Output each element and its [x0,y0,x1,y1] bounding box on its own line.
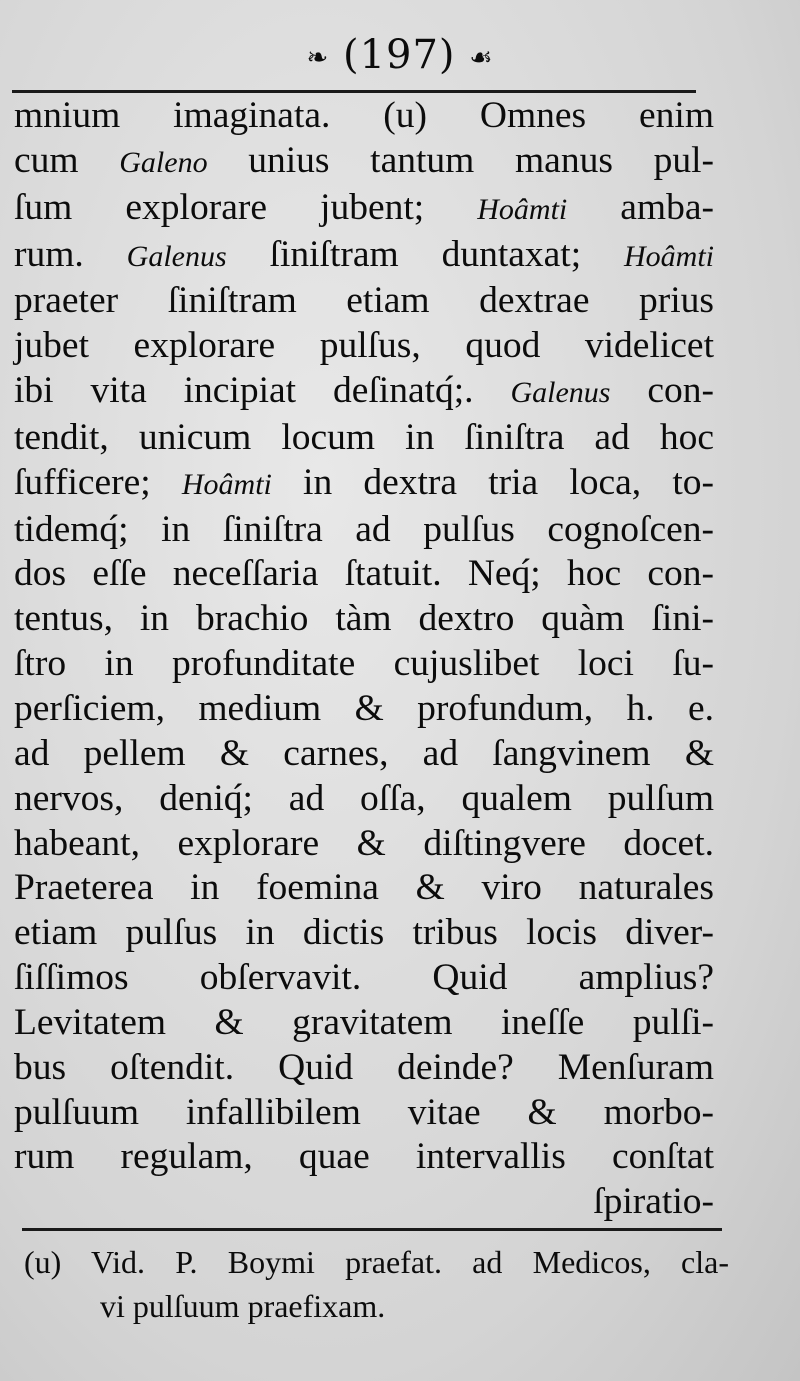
italic-name: Hoâmti [477,192,568,226]
text-line [14,186,714,233]
text-segment: Levitatem & gravitatem ineſſe pulſi- [14,1001,714,1043]
text-line [14,732,714,777]
text-segment: in dextra tria loca, to- [271,461,714,503]
text-line [14,94,714,139]
text-line [14,324,714,369]
text-segment: rum regulam, quae intervallis conſtat [14,1136,714,1178]
text-segment: rum. [14,233,127,275]
text-line [14,1180,714,1225]
text-line [14,777,714,822]
italic-name: Galeno [119,145,208,179]
text-segment: ad pellem & carnes, ad ſangvinem & [14,732,714,774]
text-line [14,233,714,280]
text-segment: ſpiratio- [593,1181,714,1223]
main-text [14,94,714,1225]
text-line [14,279,714,324]
left-ornament-icon: ❧ [306,43,330,73]
text-segment: perſiciem, medium & profundum, h. e. [14,687,714,729]
text-segment: etiam pulſus in dictis tribus locis diver- [14,912,714,954]
text-line [14,416,714,461]
text-segment: pulſuum infallibilem vitae & morbo- [14,1091,714,1133]
text-line [14,687,714,732]
right-ornament-icon: ☙ [469,43,494,73]
text-line [14,508,714,553]
italic-name: Galenus [510,376,611,410]
text-segment: ibi vita incipiat deſinatq́;. [14,370,511,412]
text-line [14,552,714,597]
text-segment: bus oſtendit. Quid deinde? Menſuram [14,1046,714,1088]
page-number: 197 [359,32,439,78]
text-line [14,1046,714,1091]
text-segment: ſiniſtram duntaxat; [226,233,624,275]
text-segment: dos eſſe neceſſaria ſtatuit. Neq́; hoc con- [14,553,714,595]
text-segment: tentus, in brachio tàm dextro quàm ſini- [14,598,714,640]
text-segment: ſufficere; [14,461,182,503]
text-line [14,911,714,956]
footnote [24,1240,729,1328]
italic-name: Galenus [126,239,227,273]
text-segment: nervos, deniq́; ad oſſa, qualem pulſum [14,777,714,819]
footnote-rule [22,1228,722,1231]
italic-name: Hoâmti [181,467,272,501]
text-segment: ſiſſimos obſervavit. Quid amplius? [14,957,714,999]
text-line [14,1135,714,1180]
text-segment: Praeterea in foemina & viro naturales [14,867,714,909]
footnote-line-2: vi pulſuum praefixam. [100,1288,386,1324]
text-line [14,597,714,642]
text-line [14,956,714,1001]
footnote-line-1: (u) Vid. P. Boymi praefat. ad Medicos, cla- [24,1244,729,1280]
text-line [14,1001,714,1046]
text-segment: tendit, unicum locum in ſiniſtra ad hoc [14,416,714,458]
text-segment: amba- [567,186,714,228]
text-line [14,822,714,867]
text-segment: unius tantum manus pul- [207,139,714,181]
text-segment: cum [14,139,120,181]
header-rule [12,90,696,93]
text-segment: jubet explorare pulſus, quod videlicet [14,325,714,367]
italic-name: Hoâmti [624,239,714,273]
text-segment: con- [610,370,714,412]
text-segment: mnium imaginata. (u) Omnes enim [14,95,714,136]
text-line [14,866,714,911]
text-segment: ſtro in profunditate cujuslibet loci ſu- [14,643,714,685]
text-line [14,642,714,687]
text-line [14,139,714,186]
text-segment: ſum explorare jubent; [14,186,478,228]
text-line [14,369,714,416]
text-segment: habeant, explorare & diſtingvere docet. [14,822,714,864]
text-line [14,1091,714,1136]
text-segment: praeter ſiniſtram etiam dextrae prius [14,280,714,322]
text-line [14,461,714,508]
page-header: ❧ (197) ☙ [306,32,494,78]
text-segment: tidemq́; in ſiniſtra ad pulſus cognoſcen- [14,508,714,550]
